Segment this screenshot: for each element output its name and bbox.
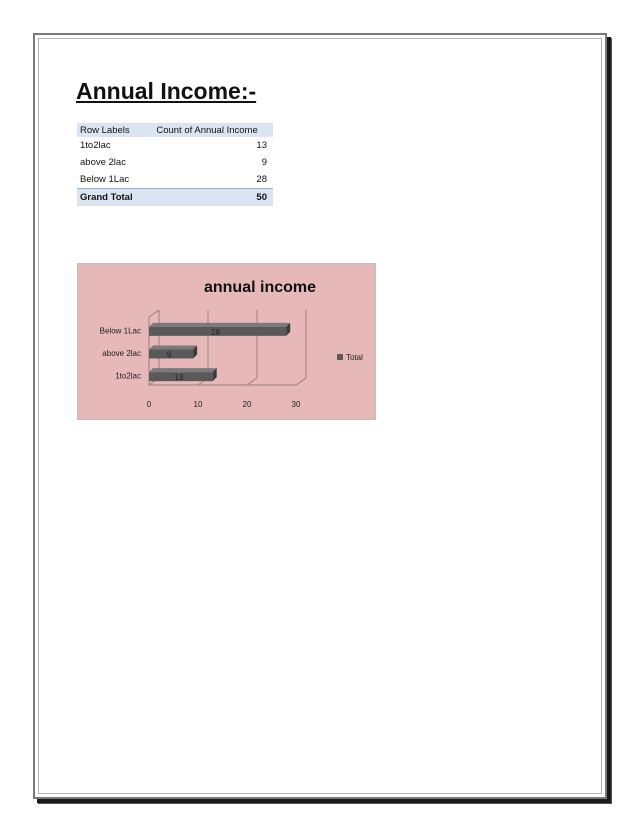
row-value[interactable]: 28 [256, 174, 267, 185]
bar-top [149, 323, 290, 327]
legend [337, 353, 363, 362]
legend-label: Total [346, 353, 363, 362]
header-count[interactable]: Count of Annual Income [153, 123, 273, 137]
bar-data-label: 9 [166, 350, 172, 360]
x-tick-label: 20 [242, 400, 252, 409]
axis-depth [149, 310, 159, 317]
pivot-table [77, 123, 273, 206]
legend-swatch [337, 354, 343, 360]
x-tick-label: 0 [146, 400, 152, 409]
y-tick-label: 1to2lac [115, 371, 141, 381]
bar-data-label: 28 [211, 327, 221, 337]
chart-area[interactable] [77, 263, 376, 420]
y-tick-label: above 2lac [102, 349, 141, 358]
row-label[interactable]: above 2lac [80, 157, 126, 168]
x-tick-label: 30 [291, 400, 301, 409]
row-value[interactable]: 9 [261, 157, 267, 168]
y-tick-label: Below 1Lac [99, 326, 141, 336]
grand-total-label[interactable]: Grand Total [77, 189, 153, 207]
floor-gridline [296, 378, 306, 385]
floor-gridline [247, 378, 257, 385]
bar-data-label: 13 [174, 373, 184, 383]
bar-top [149, 346, 197, 350]
table-row [77, 154, 273, 171]
grand-total-row [77, 189, 273, 207]
bar-top [149, 368, 217, 372]
chart-title: annual income [203, 279, 317, 296]
header-row-labels[interactable]: Row Labels [77, 123, 153, 137]
pivot-header-row [77, 123, 273, 137]
grand-total-value[interactable]: 50 [153, 189, 273, 207]
row-label[interactable]: Below 1Lac [80, 174, 130, 185]
row-value[interactable]: 13 [256, 140, 267, 151]
chart-svg [78, 264, 375, 419]
row-label[interactable]: 1to2lac [80, 140, 111, 151]
table-row [77, 137, 273, 154]
x-tick-label: 10 [193, 400, 203, 409]
page-title: Annual Income:- [76, 78, 257, 104]
table-row [77, 171, 273, 189]
